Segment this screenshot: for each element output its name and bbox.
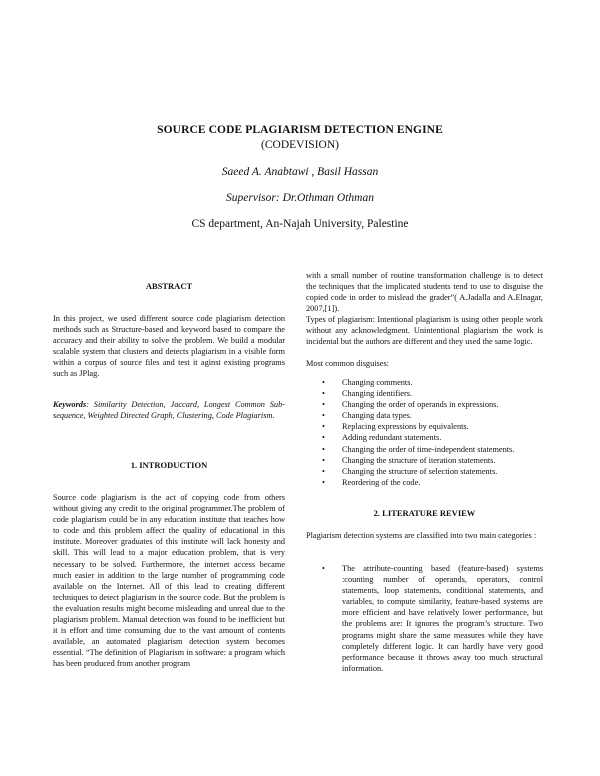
list-item-text: The attribute-counting based (feature-based) systems :counting number of operands, operators, control statements, loop statements, conditional statements, and variables, to compute similarity, feature-based systems are more efficient and have relatively lower performance, but the problems are: It ignores the program’s structure. Two programs might share the same measures while they have completely different logic. It can hardly have very good performance because it throws away too much structural information. <box>342 564 543 673</box>
bullet-icon: • <box>322 400 325 410</box>
list-item <box>306 377 543 388</box>
bullet-icon: • <box>322 411 325 421</box>
bullet-icon: • <box>322 389 325 399</box>
list-item-text: Changing the structure of iteration statements. <box>342 455 496 465</box>
keywords-list: : Similarity Detection, Jaccard, Longest Common Sub-sequence, Weighted Directed Graph, Clustering, Code Plagiarism. <box>53 400 285 421</box>
paper-supervisor: Supervisor: Dr.Othman Othman <box>226 192 374 204</box>
paper-authors: Saeed A. Anabtawi , Basil Hassan <box>221 166 379 178</box>
paper-title: SOURCE CODE PLAGIARISM DETECTION ENGINE <box>157 124 443 136</box>
list-item <box>306 432 543 443</box>
list-item <box>306 455 543 466</box>
list-item-text: Adding redundant statements. <box>342 433 442 443</box>
list-item <box>306 563 543 674</box>
bullet-icon: • <box>322 444 325 454</box>
introduction-continuation: with a small number of routine transformation challenge is to detect the techniques that the implicated students tend to use to disguise the copied code in order to mislead the grader”( A.Jadalla and A.Elnagar, 2007,[1]). <box>306 271 543 314</box>
list-item-text: Changing the order of time-independent statements. <box>342 444 515 454</box>
list-item-text: Changing data types. <box>342 411 412 421</box>
disguises-list <box>306 377 543 488</box>
bullet-icon: • <box>322 466 325 476</box>
keywords-paragraph <box>53 399 285 421</box>
list-item <box>306 466 543 477</box>
plagiarism-types: Types of plagiarism: Intentional plagiarism is using other people work without any acknowledgment. Unintentional plagiarism the work is incidental but the authors are different and they used the same logic. <box>306 315 543 347</box>
bullet-icon: • <box>322 433 325 443</box>
literature-intro: Plagiarism detection systems are classified into two main categories : <box>306 531 537 540</box>
list-item <box>306 388 543 399</box>
list-item <box>306 421 543 432</box>
bullet-icon: • <box>322 477 325 487</box>
disguises-intro: Most common disguises: <box>306 359 389 368</box>
introduction-heading: 1. INTRODUCTION <box>130 460 208 470</box>
introduction-body: Source code plagiarism is the act of copying code from others without giving any credit to the original programmer.The problem of code plagiarism could be in any education institute that teaches how to code and this problem affect the quality of educational in this institute. Moreover graduates of this institute will lack honesty and skill. This will lead to a major education problem, that is very necessary to be solved. Furthermore, the internet access became much easier in addition to the large number of programming code available on the Internet. All of this lead to creating different techniques to detect plagiarism in the source code. But the problem is the evaluation results might become misleading and unreal due to the plagiarism problem. Manual detection was found to be inefficient but it is effort and time consuming due to the vast amount of contents available, an automated plagiarism detection system becomes essential. “The definition of Plagiarism in software: a program which has been produced from another program <box>53 493 285 669</box>
list-item <box>306 399 543 410</box>
literature-list <box>306 563 543 674</box>
list-item <box>306 410 543 421</box>
bullet-icon: • <box>322 564 325 573</box>
abstract-body: In this project, we used different source code plagiarism detection methods such as Structure-based and keyword based to compare the accuracy and their ability to solve the problem. We build a modular scalable system that clusters and detects plagiarism in a visible form within a corpus of source files and test it aginst existing programs such as JPlag. <box>53 314 285 379</box>
bullet-icon: • <box>322 378 325 387</box>
list-item-text: Changing the structure of selection statements. <box>342 466 498 476</box>
list-item-text: Changing comments. <box>342 378 413 387</box>
list-item-text: Reordering of the code. <box>342 477 421 487</box>
list-item <box>306 477 543 488</box>
list-item-text: Changing identifiers. <box>342 389 413 399</box>
list-item-text: Replacing expressions by equivalents. <box>342 422 469 432</box>
paper-subtitle: (CODEVISION) <box>261 139 339 151</box>
list-item <box>306 444 543 455</box>
keywords-label: Keywords <box>53 400 87 409</box>
bullet-icon: • <box>322 455 325 465</box>
abstract-heading: ABSTRACT <box>145 281 193 291</box>
paper-affiliation: CS department, An-Najah University, Palestine <box>191 218 409 230</box>
bullet-icon: • <box>322 422 325 432</box>
list-item-text: Changing the order of operands in expressions. <box>342 400 499 410</box>
literature-heading: 2. LITERATURE REVIEW <box>373 508 476 518</box>
